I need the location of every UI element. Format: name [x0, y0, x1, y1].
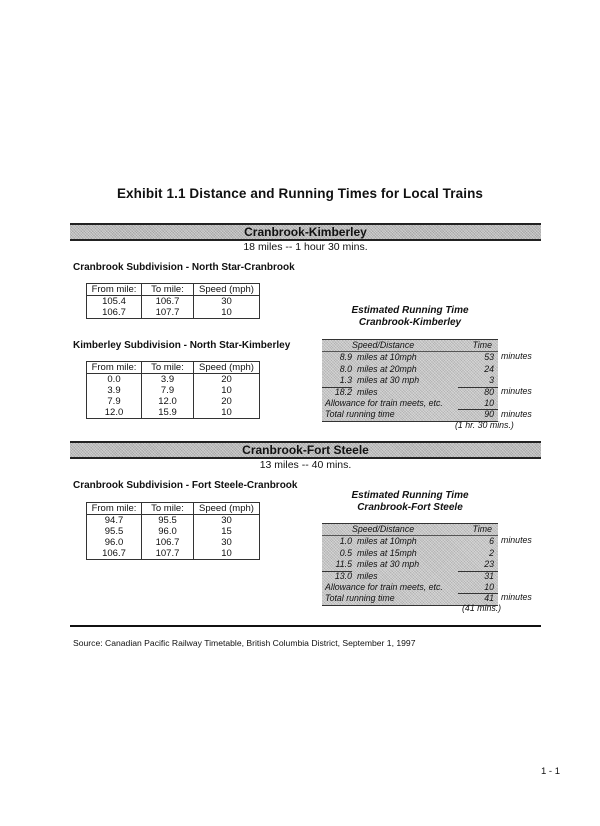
- miles-value: 13.0: [334, 570, 352, 581]
- section-banner-cranbrook-fort-steele: Cranbrook-Fort Steele: [70, 441, 541, 459]
- to-mile: 107.7: [142, 548, 194, 560]
- miles-value: 8.9: [339, 352, 352, 363]
- exhibit-title: Exhibit 1.1 Distance and Running Times for Local Trains: [116, 186, 484, 201]
- estimate-row: [322, 352, 498, 363]
- row-description: Total running time: [325, 409, 395, 420]
- miles-value: 0.5: [339, 547, 352, 558]
- subdivision-heading: Cranbrook Subdivision - North Star-Cranbrook: [73, 262, 295, 273]
- table-row: [87, 385, 260, 396]
- column-header: Speed (mph): [194, 503, 260, 515]
- row-description: miles at 10mph: [357, 352, 417, 363]
- source-citation: Source: Canadian Pacific Railway Timetable, British Columbia District, September 1, 1997: [73, 638, 416, 648]
- row-description: miles: [357, 386, 378, 397]
- to-mile: 3.9: [142, 374, 194, 386]
- estimate-title-line1: Estimated Running Time: [351, 490, 469, 501]
- estimate-subtotal-row: [322, 571, 498, 582]
- column-header: Speed (mph): [194, 362, 260, 374]
- table-row: [87, 396, 260, 407]
- time-value: 6: [489, 536, 494, 547]
- time-value: 41: [484, 593, 494, 604]
- speed: 10: [194, 548, 260, 560]
- running-time-table: [322, 339, 498, 422]
- from-mile: 95.5: [104, 526, 124, 537]
- table-header-row: [87, 503, 260, 515]
- row-description: Total running time: [325, 593, 395, 604]
- section-summary: 18 miles -- 1 hour 30 mins.: [243, 241, 368, 253]
- time-value: 24: [484, 363, 494, 374]
- to-mile: 106.7: [142, 296, 194, 308]
- row-description: miles at 30 mph: [357, 559, 420, 570]
- table-row: [87, 374, 260, 386]
- section-summary: 13 miles -- 40 mins.: [259, 459, 352, 471]
- mileage-table: [86, 361, 260, 419]
- unit-label: minutes: [501, 386, 532, 396]
- from-mile: 105.4: [102, 296, 126, 307]
- speed: 30: [194, 537, 260, 548]
- estimate-title-route: Cranbrook-Fort Steele: [357, 502, 463, 513]
- unit-label: minutes: [501, 351, 532, 361]
- column-header: From mile:: [87, 284, 142, 296]
- column-header: Speed (mph): [194, 284, 260, 296]
- column-header: To mile:: [142, 503, 194, 515]
- time-value: 23: [484, 559, 494, 570]
- speed: 10: [194, 385, 260, 396]
- to-mile: 95.5: [142, 515, 194, 527]
- estimate-header-row: [322, 524, 498, 536]
- row-description: miles at 30 mph: [357, 375, 420, 386]
- speed: 30: [194, 296, 260, 308]
- estimate-title-line1: Estimated Running Time: [351, 305, 469, 316]
- estimate-allowance-row: [322, 582, 498, 593]
- speed-distance-header: Speed/Distance: [352, 340, 415, 350]
- from-mile: 96.0: [104, 537, 124, 548]
- from-mile: 12.0: [104, 407, 124, 418]
- to-mile: 107.7: [142, 307, 194, 319]
- row-description: Allowance for train meets, etc.: [325, 581, 443, 592]
- from-mile: 3.9: [107, 385, 121, 396]
- time-value: 10: [484, 581, 494, 592]
- page-number: 1 - 1: [541, 766, 561, 777]
- row-description: miles at 10mph: [357, 536, 417, 547]
- time-value: 3: [489, 375, 494, 386]
- estimate-row: [322, 536, 498, 547]
- time-value: 80: [484, 386, 494, 397]
- section-banner-cranbrook-kimberley: Cranbrook-Kimberley: [70, 223, 541, 241]
- to-mile: 7.9: [142, 385, 194, 396]
- from-mile: 7.9: [107, 396, 121, 407]
- speed: 10: [194, 407, 260, 419]
- table-row: [87, 296, 260, 308]
- unit-label: minutes: [501, 409, 532, 419]
- column-header: To mile:: [142, 362, 194, 374]
- miles-value: 8.0: [339, 363, 352, 374]
- table-row: [87, 407, 260, 419]
- unit-label: minutes: [501, 535, 532, 545]
- estimate-row: [322, 548, 498, 559]
- time-value: 10: [484, 397, 494, 408]
- estimate-subtotal-row: [322, 387, 498, 398]
- table-row: [87, 548, 260, 560]
- subdivision-heading: Cranbrook Subdivision - Fort Steele-Cranbrook: [73, 480, 298, 491]
- estimate-title: [310, 305, 510, 329]
- row-description: miles at 20mph: [357, 363, 417, 374]
- running-time-table: [322, 523, 498, 606]
- column-header: From mile:: [87, 503, 142, 515]
- from-mile: 0.0: [107, 374, 121, 385]
- estimate-row: [322, 559, 498, 570]
- miles-value: 11.5: [335, 559, 352, 570]
- speed: 20: [194, 374, 260, 386]
- table-row: [87, 307, 260, 319]
- to-mile: 106.7: [142, 537, 194, 548]
- estimate-note: (1 hr. 30 mins.): [455, 420, 514, 430]
- to-mile: 15.9: [142, 407, 194, 419]
- time-value: 2: [489, 547, 494, 558]
- estimate-title: [310, 490, 510, 514]
- miles-value: 18.2: [334, 386, 352, 397]
- time-value: 90: [484, 409, 494, 420]
- table-row: [87, 537, 260, 548]
- row-description: Allowance for train meets, etc.: [325, 397, 443, 408]
- estimate-note: (41 mins.): [462, 603, 502, 613]
- mileage-table: [86, 502, 260, 560]
- from-mile: 106.7: [102, 548, 126, 559]
- from-mile: 94.7: [104, 515, 124, 526]
- time-header: Time: [472, 340, 492, 350]
- time-header: Time: [472, 524, 492, 534]
- to-mile: 96.0: [142, 526, 194, 537]
- speed: 30: [194, 515, 260, 527]
- table-header-row: [87, 284, 260, 296]
- estimate-row: [322, 364, 498, 375]
- miles-value: 1.0: [339, 536, 352, 547]
- speed: 15: [194, 526, 260, 537]
- time-value: 31: [484, 570, 494, 581]
- column-header: From mile:: [87, 362, 142, 374]
- row-description: miles at 15mph: [357, 547, 417, 558]
- from-mile: 106.7: [102, 307, 126, 318]
- column-header: To mile:: [142, 284, 194, 296]
- mileage-table: [86, 283, 260, 319]
- table-header-row: [87, 362, 260, 374]
- time-value: 53: [484, 352, 494, 363]
- table-row: [87, 526, 260, 537]
- row-description: miles: [357, 570, 378, 581]
- to-mile: 12.0: [142, 396, 194, 407]
- estimate-row: [322, 375, 498, 386]
- miles-value: 1.3: [339, 375, 352, 386]
- speed: 20: [194, 396, 260, 407]
- unit-label: minutes: [501, 592, 532, 602]
- estimate-allowance-row: [322, 398, 498, 409]
- estimate-header-row: [322, 340, 498, 352]
- estimate-title-route: Cranbrook-Kimberley: [358, 317, 462, 328]
- subdivision-heading: Kimberley Subdivision - North Star-Kimberley: [73, 340, 291, 351]
- speed-distance-header: Speed/Distance: [352, 524, 415, 534]
- speed: 10: [194, 307, 260, 319]
- footer-rule: [70, 625, 541, 627]
- table-row: [87, 515, 260, 527]
